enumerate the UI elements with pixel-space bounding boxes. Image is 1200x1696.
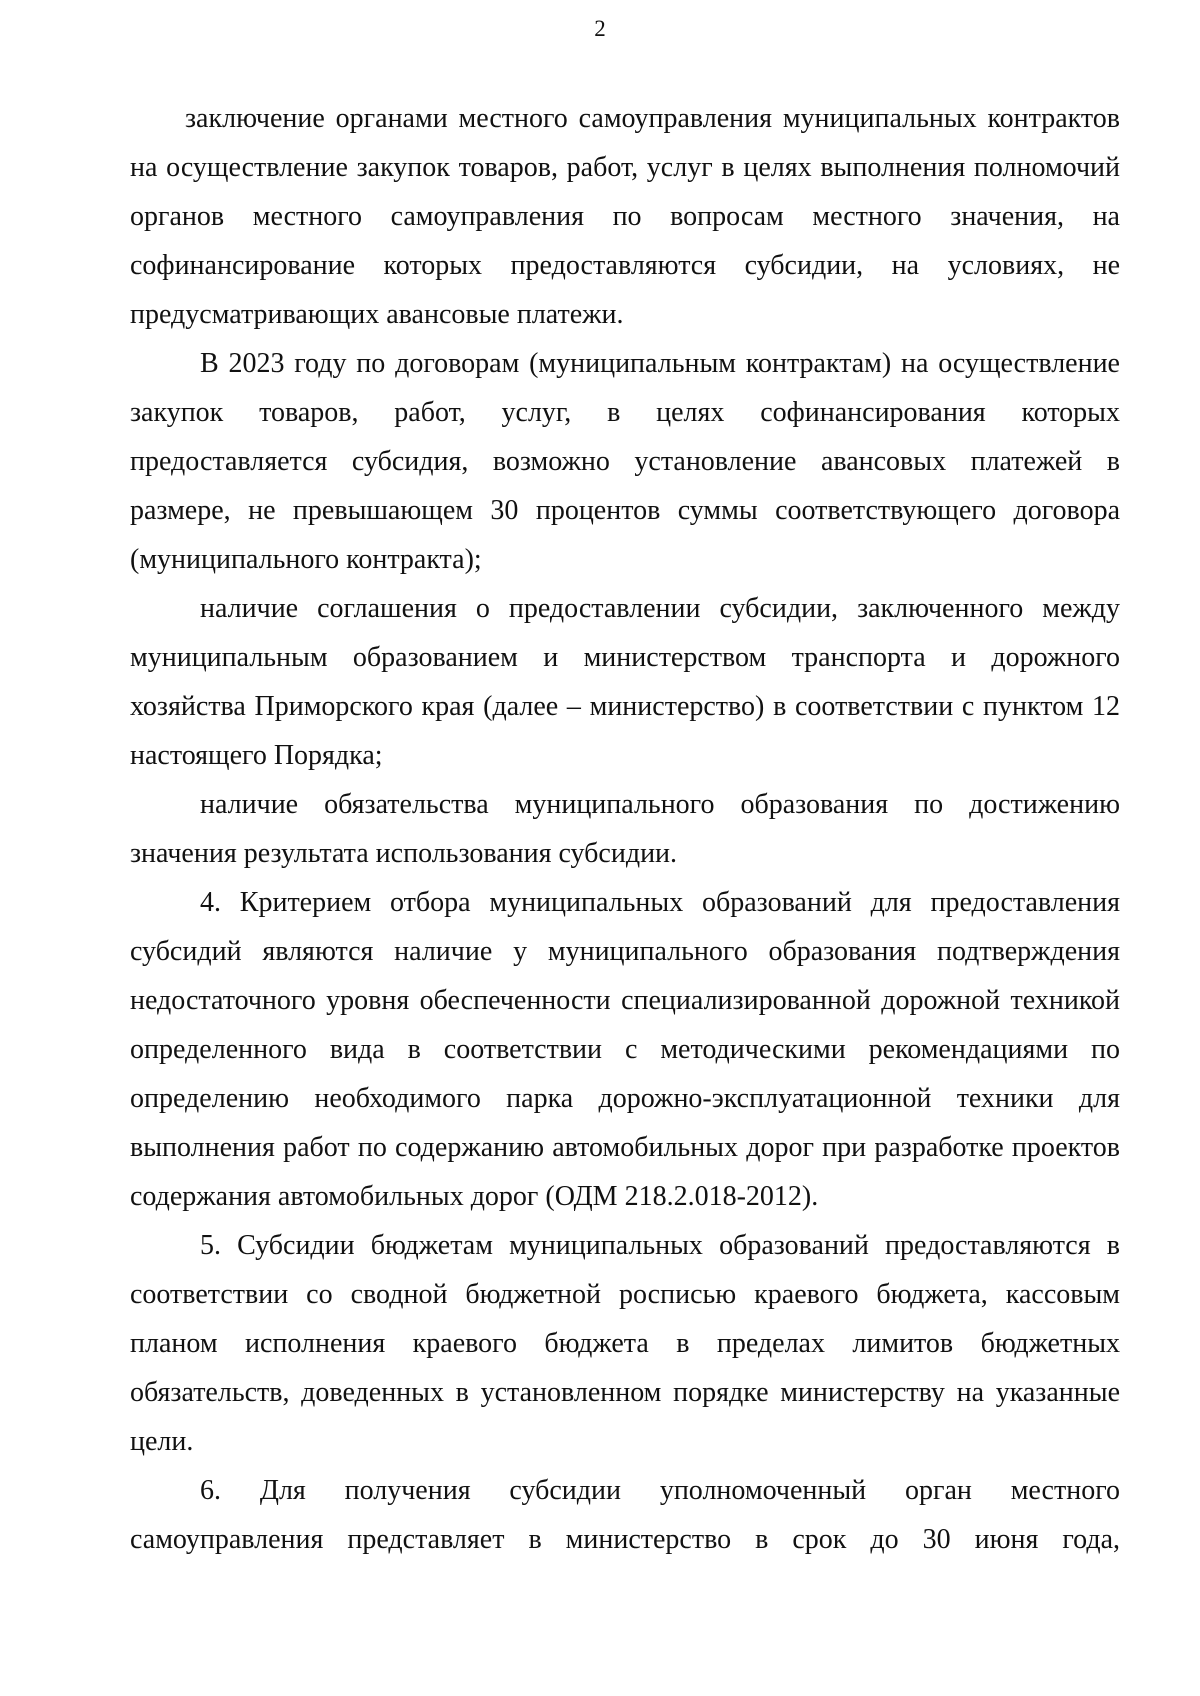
paragraph-item-4-selection-criterion: 4. Критерием отбора муниципальных образований для предоставления субсидий являются наличие у муниципального образования подтверждения недостаточного уровня обеспеченности специализированной дорожной техникой определенного вида в соответствии с методическими рекомендациями по определению необходимого парка дорожно-эксплуатационной техники для выполнения работ по содержанию автомобильных дорог при разработке проектов содержания автомобильных дорог (ОДМ 218.2.018-2012).	[130, 887, 1120, 1212]
paragraph-subsidy-agreement: наличие соглашения о предоставлении субсидии, заключенного между муниципальным образованием и министерством транспорта и дорожного хозяйства Приморского края (далее – министерство) в соответствии с пунктом 12 настоящего Порядка;	[130, 593, 1120, 771]
paragraph-advance-payments-2023: В 2023 году по договорам (муниципальным контрактам) на осуществление закупок товаров, работ, услуг, в целях софинансирования которых предоставляется субсидия, возможно установление авансовых платежей в размере, не превышающем 30 процентов суммы соответствующего договора (муниципального контракта);	[130, 348, 1120, 575]
paragraph-item-5-budget-allocation: 5. Субсидии бюджетам муниципальных образований предоставляются в соответствии со сводной бюджетной росписью краевого бюджета, кассовым планом исполнения краевого бюджета в пределах лимитов бюджетных обязательств, доведенных в установленном порядке министерству на указанные цели.	[130, 1230, 1120, 1457]
paragraph-result-obligation: наличие обязательства муниципального образования по достижению значения результата использования субсидии.	[130, 789, 1120, 869]
document-body	[130, 94, 1120, 1564]
paragraph-contracts-conclusion: заключение органами местного самоуправления муниципальных контрактов на осуществление закупок товаров, работ, услуг в целях выполнения полномочий органов местного самоуправления по вопросам местного значения, на софинансирование которых предоставляются субсидии, на условиях, не предусматривающих авансовые платежи.	[130, 103, 1120, 330]
page-number: 2	[594, 16, 606, 41]
paragraph-item-6-submission: 6. Для получения субсидии уполномоченный орган местного самоуправления представляет в министерство в срок до 30 июня года,	[130, 1475, 1120, 1555]
